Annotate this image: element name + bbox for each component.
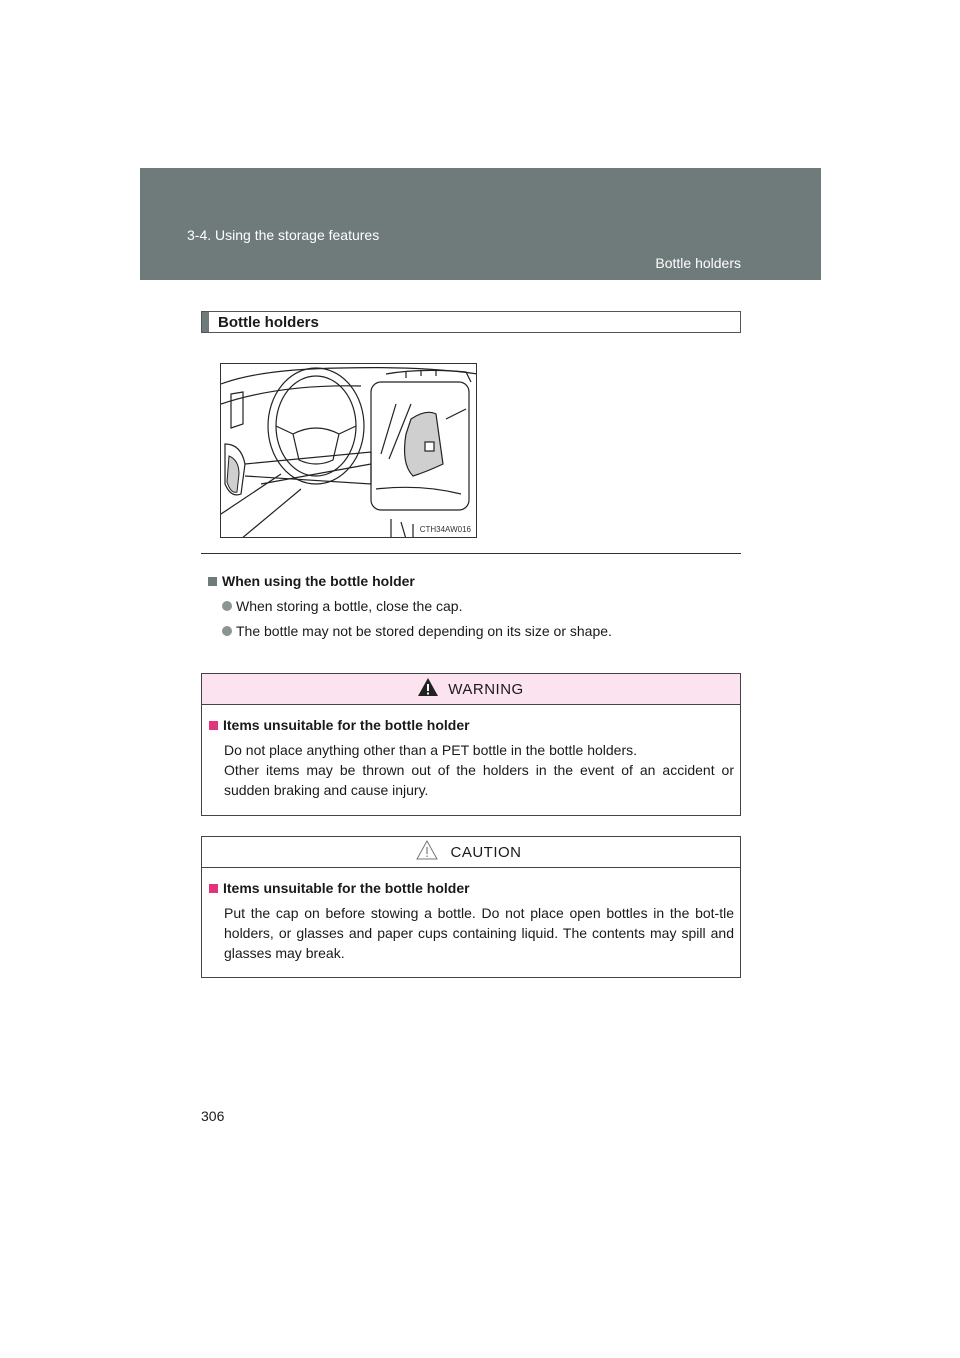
- figure-code: CTH34AW016: [419, 525, 471, 534]
- usage-note: [208, 573, 738, 639]
- caution-text: Put the cap on before stowing a bottle. Do not place open bottles in the bot-tle holders, or glasses and paper cups containing liquid. The contents may spill and glasses may break.: [224, 905, 734, 961]
- bullet-dot-icon: [222, 601, 232, 611]
- warning-label: WARNING: [448, 680, 524, 698]
- note-bullet-text: The bottle may not be stored depending on its size or shape.: [236, 623, 612, 639]
- note-heading: When using the bottle holder: [222, 573, 415, 589]
- warning-heading-row: [209, 717, 734, 733]
- warning-line-1: Do not place anything other than a PET bottle in the bottle holders.: [224, 742, 638, 758]
- square-marker-icon: [209, 884, 218, 893]
- page-title: Bottle holders: [218, 314, 319, 331]
- warning-body: [202, 705, 740, 800]
- header-subtitle: Bottle holders: [655, 255, 741, 271]
- square-marker-icon: [209, 721, 218, 730]
- caution-box: [201, 836, 741, 978]
- note-bullet: [222, 623, 738, 639]
- caution-heading: Items unsuitable for the bottle holder: [223, 880, 470, 896]
- warning-triangle-icon: [417, 677, 439, 697]
- title-bar: [201, 311, 741, 333]
- page-header: [140, 168, 821, 280]
- caution-body: [202, 868, 740, 963]
- caution-triangle-icon: [416, 840, 438, 860]
- bullet-dot-icon: [222, 626, 232, 636]
- warning-line-2: Other items may be thrown out of the holders in the event of an accident or sudden braking and cause injury.: [224, 762, 734, 798]
- caution-heading-row: [209, 880, 734, 896]
- note-bullet-text: When storing a bottle, close the cap.: [236, 598, 463, 614]
- caution-header: [202, 837, 740, 868]
- note-bullet: [222, 598, 738, 614]
- warning-heading: Items unsuitable for the bottle holder: [223, 717, 470, 733]
- section-title: 3-4. Using the storage features: [187, 227, 380, 243]
- warning-text: [224, 740, 734, 800]
- warning-box: [201, 673, 741, 816]
- dashboard-illustration: [221, 364, 477, 538]
- section-divider: [201, 553, 741, 554]
- warning-header: [202, 674, 740, 705]
- title-marker: [202, 312, 209, 332]
- caution-label: CAUTION: [450, 843, 522, 861]
- page-number: 306: [201, 1108, 225, 1124]
- square-marker-icon: [208, 577, 217, 586]
- bottle-holder-figure: [220, 363, 477, 538]
- note-heading-row: [208, 573, 738, 589]
